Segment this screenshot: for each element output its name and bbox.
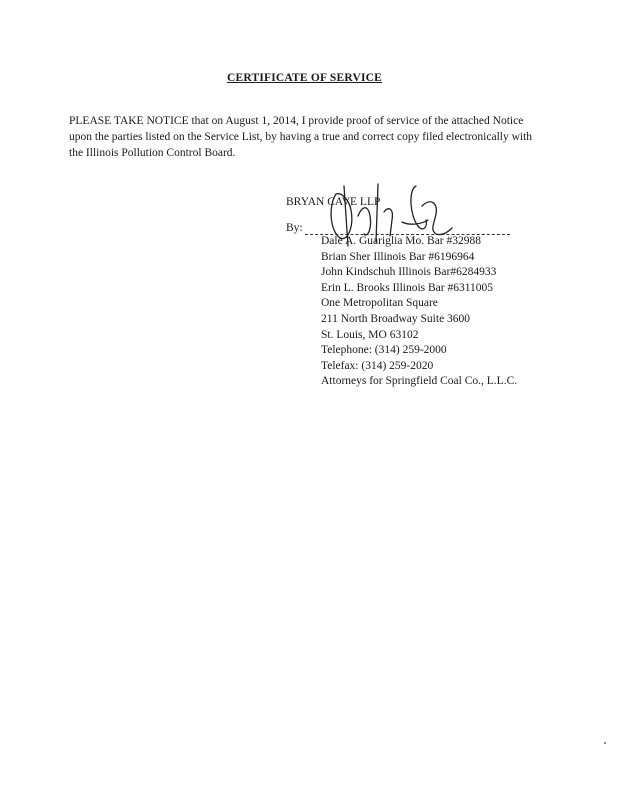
- signature-block-line: Erin L. Brooks Illinois Bar #6311005: [321, 281, 494, 294]
- scan-artifact-dot: [604, 742, 606, 744]
- attorney-signature-block: [321, 234, 496, 374]
- signature-block-line: John Kindschuh Illinois Bar#6284933: [321, 266, 497, 279]
- signature-block-line: Dale A. Guariglia Mo. Bar #32988: [321, 235, 482, 247]
- signature-block-line: 211 North Broadway Suite 3600: [321, 312, 471, 325]
- signature-block-line: Telephone: (314) 259-2000: [321, 344, 447, 357]
- by-label: By:: [286, 222, 303, 234]
- signature-block-line: Brian Sher Illinois Bar #6196964: [321, 250, 475, 263]
- signature-block-line: St. Louis, MO 63102: [321, 328, 419, 341]
- signature-block-line: Telefax: (314) 259-2020: [321, 359, 434, 372]
- document-title: CERTIFICATE OF SERVICE: [226, 72, 383, 84]
- attorneys-for-line: Attorneys for Springfield Coal Co., L.L.C.: [321, 375, 518, 387]
- signature-block-line: One Metropolitan Square: [321, 297, 438, 310]
- notice-paragraph: PLEASE TAKE NOTICE that on August 1, 2014, I provide proof of service of the attached Notice upon the parties listed on the Service List, by having a true and correct copy filed electronically with the Illinois Pollution Control Board.: [69, 115, 533, 159]
- firm-name: BRYAN CAVE LLP: [286, 196, 381, 208]
